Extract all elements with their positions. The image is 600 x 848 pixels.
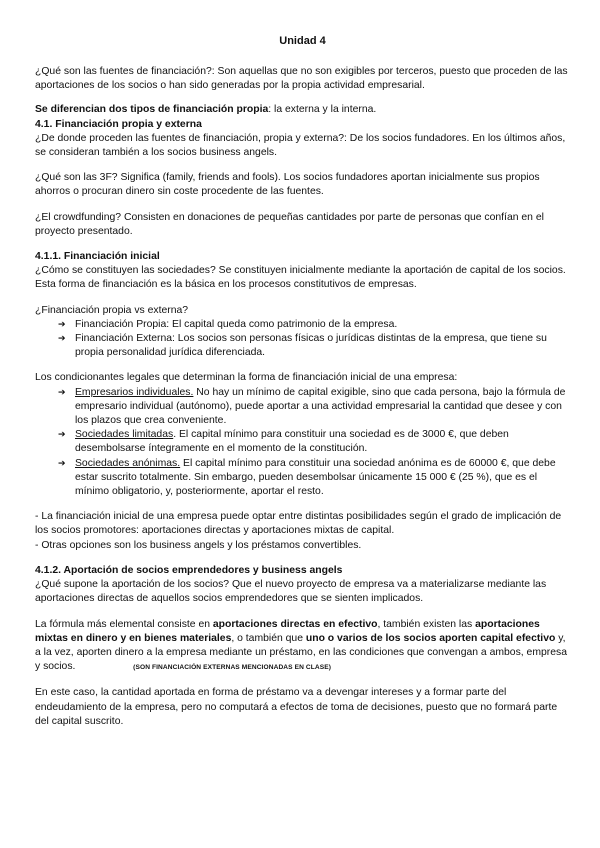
dash-paragraph-2: - Otras opciones son los business angels y los préstamos convertibles. (35, 539, 362, 551)
conditions-list (35, 386, 570, 500)
term-text: . El capital mínimo para constituir una sociedad es de 3000 €, que deben desembolsarse íntegramente en el momento de la constitución. (75, 429, 509, 455)
term: Sociedades limitadas (75, 429, 174, 441)
intro-paragraph: ¿Qué son las fuentes de financiación?: Son aquellas que no son exigibles por terceros, puesto que proceden de las aportaciones de los socios o han sido generadas por la propia actividad empresarial. (35, 66, 568, 92)
section-4-1-p3: ¿El crowdfunding? Consisten en donaciones de pequeñas cantidades por parte de personas que confían en el proyecto presentado. (35, 211, 544, 237)
section-4-1-2-heading: 4.1.2. Aportación de socios emprendedores y business angels (35, 564, 343, 576)
term-text: No hay un mínimo de capital exigible, sino que cada persona, bajo la fórmula de empresario individual (autónomo), puede aportar a una actividad empresarial la cantidad que desee y con los plazos que crea conveniente. (75, 386, 566, 427)
list-item (58, 428, 570, 456)
text-run: La fórmula más elemental consiste en (35, 618, 213, 630)
bold-run: uno o varios de los socios aporten capital efectivo (305, 632, 556, 644)
list-item: ➔ Financiación Propia: El capital queda como patrimonio de la empresa. (58, 318, 570, 332)
types-bold: Se diferencian dos tipos de financiación propia (35, 104, 269, 116)
section-4-1-2-p3: En este caso, la cantidad aportada en forma de préstamo va a devengar intereses y a formar parte del endeudamiento de la empresa, pero no computará a efectos de toma de decisiones, puesto que no formará parte del capital suscrito. (35, 687, 558, 727)
term: Sociedades anónimas. (75, 457, 181, 469)
section-4-1-heading: 4.1. Financiación propia y externa (35, 118, 202, 130)
bold-run: aportaciones directas en efectivo (212, 618, 378, 630)
section-4-1-p2: ¿Qué son las 3F? Significa (family, friends and fools). Los socios fundadores aportan inicialmente sus propios ahorros o procuran dinero sin coste procedente de las fuentes. (35, 172, 540, 198)
section-4-1-1-question: ¿Financiación propia vs externa? (35, 304, 189, 316)
list-item (58, 386, 570, 429)
dash-paragraph-1: - La financiación inicial de una empresa puede optar entre distintas posibilidades según el grado de implicación de los socios promotores: aportaciones directas y aportaciones mixtas de capital. (35, 511, 562, 537)
types-paragraph (35, 103, 570, 117)
section-4-1-1-p1: ¿Cómo se constituyen las sociedades? Se constituyen inicialmente mediante la aportación de capital de los socios. Esta forma de financiación es la básica en los procesos constitutivos de empresas. (35, 265, 566, 291)
bold-run: aportaciones mixtas en dinero y en bienes materiales (35, 618, 540, 644)
section-4-1-1-heading: 4.1.1. Financiación inicial (35, 251, 160, 263)
section-4-1-2-p2 (35, 618, 570, 676)
section-4-1-2-p1: ¿Qué supone la aportación de los socios? Que el nuevo proyecto de empresa va a materializarse mediante las aportaciones directas de aquellos socios emprendedores que se sienten implicados. (35, 579, 547, 605)
list-item (58, 457, 570, 500)
text-run: y, a la vez, aporten dinero a la empresa mediante un préstamo, en las condiciones que convengan a ambos, empresa y socios. (35, 632, 567, 673)
text-run: , o también que (231, 632, 306, 644)
term-text: El capital mínimo para constituir una sociedad anónima es de 60000 €, que debe estar suscrito totalmente. Sin embargo, pueden desembolsar únicamente 15 000 € (25 %), que es el mínimo obligatorio, y, posteriormente, aportar el resto. (75, 457, 556, 498)
text-run: , también existen las (377, 618, 476, 630)
list-item: ➔ Financiación Externa: Los socios son personas físicas o jurídicas distintas de la empresa, que tiene su propia personalidad jurídica diferenciada. (58, 332, 570, 360)
page-title: Unidad 4 (279, 35, 326, 47)
types-rest: : la externa y la interna. (268, 104, 377, 116)
conditions-intro: Los condicionantes legales que determinan la forma de financiación inicial de una empresa: (35, 372, 458, 384)
term: Empresarios individuales. (75, 386, 194, 398)
financing-list (35, 318, 570, 361)
document-page (35, 34, 570, 729)
class-note: (SON FINANCIACIÓN EXTERNAS MENCIONADAS EN CLASE) (133, 664, 332, 672)
section-4-1-p1: ¿De donde proceden las fuentes de financiación, propia y externa?: De los socios fundadores. En los últimos años, se consideran también a los socios business angels. (35, 132, 566, 159)
